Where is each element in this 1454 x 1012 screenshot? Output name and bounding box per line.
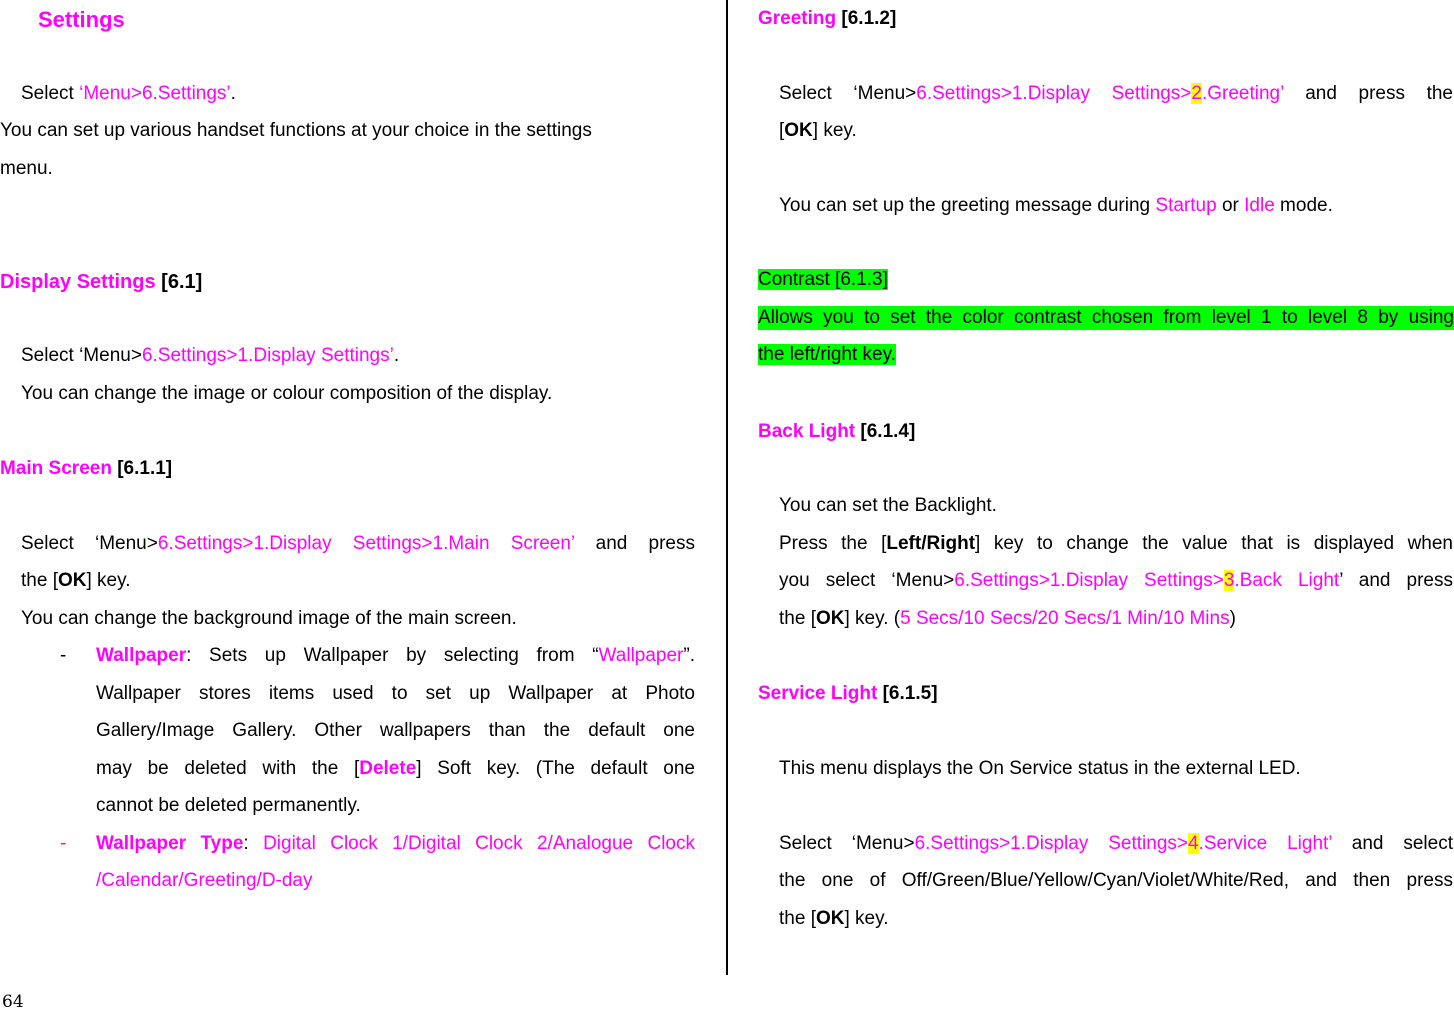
left-right-key: Left/Right — [886, 533, 976, 554]
contrast-line2: the left/right key. — [758, 344, 896, 365]
intro-desc-line2: menu. — [0, 158, 53, 179]
ok-key: OK — [57, 570, 87, 591]
column-divider — [726, 0, 728, 975]
back-light-desc: You can set the Backlight. — [779, 495, 997, 516]
wallpaper-bullet-line2: Wallpaper stores items used to set up Wallpaper at Photo — [96, 683, 695, 704]
ok-key: OK — [815, 608, 845, 629]
wallpaper-bullet-line3: Gallery/Image Gallery. Other wallpapers than the default one — [96, 720, 695, 741]
display-settings-desc: You can change the image or colour composition of the display. — [21, 383, 553, 404]
service-light-desc: This menu displays the On Service status in the external LED. — [779, 758, 1301, 779]
service-light-select-line3: the [OK] key. — [779, 908, 889, 929]
display-settings-select: Select ‘Menu>6.Settings>1.Display Settings’. — [21, 345, 400, 366]
wallpaper-bullet-line5: cannot be deleted permanently. — [96, 795, 361, 816]
wallpaper-type-line1: Wallpaper Type: Digital Clock 1/Digital Clock 2/Analogue Clock — [96, 833, 696, 854]
ok-key: OK — [784, 120, 813, 141]
service-light-select-line1: Select ‘Menu>6.Settings>1.Display Settings>4.Service Light’ and select — [779, 833, 1453, 854]
intro-desc-line1: You can set up various handset functions at your choice in the settings — [0, 120, 592, 141]
main-screen-desc: You can change the background image of the main screen. — [21, 608, 517, 629]
wallpaper-type-line2: /Calendar/Greeting/D-day — [96, 870, 313, 891]
highlight-number: 2 — [1191, 83, 1202, 104]
back-light-select-line: you select ‘Menu>6.Settings>1.Display Settings>3.Back Light’ and press — [779, 570, 1454, 591]
wallpaper-bullet-line4: may be deleted with the [Delete] Soft key. (The default one — [96, 758, 695, 779]
ok-key: OK — [815, 908, 845, 929]
service-light-heading: Service Light [6.1.5] — [758, 683, 938, 704]
greeting-select-line1: Select ‘Menu>6.Settings>1.Display Settings>2.Greeting’ and press the — [779, 83, 1454, 104]
back-light-heading: Back Light [6.1.4] — [758, 421, 916, 442]
intro-select-line: Select ‘Menu>6.Settings’. — [21, 83, 236, 104]
menu-path-link: ‘Menu>6.Settings’ — [79, 83, 231, 104]
greeting-desc: You can set up the greeting message during Startup or Idle mode. — [779, 195, 1333, 216]
highlight-number: 4 — [1187, 833, 1199, 854]
main-screen-select-line1: Select ‘Menu>6.Settings>1.Display Settings>1.Main Screen’ and press — [21, 533, 695, 554]
back-light-options-line: the [OK] key. (5 Secs/10 Secs/20 Secs/1 Min/10 Mins) — [779, 608, 1236, 629]
service-light-select-line2: the one of Off/Green/Blue/Yellow/Cyan/Violet/White/Red, and then press — [779, 870, 1453, 891]
greeting-select-line2: [OK] key. — [779, 120, 857, 141]
bullet-dash: - — [60, 833, 67, 854]
main-screen-heading: Main Screen [6.1.1] — [0, 458, 173, 479]
back-light-press-line: Press the [Left/Right] key to change the value that is displayed when — [779, 533, 1453, 554]
contrast-heading: Contrast [6.1.3] — [758, 269, 888, 290]
contrast-line1: Allows you to set the color contrast chosen from level 1 to level 8 by using — [758, 307, 1454, 328]
page-number: 64 — [2, 992, 24, 1012]
wallpaper-bullet-line1: Wallpaper: Sets up Wallpaper by selecting from “Wallpaper”. — [96, 645, 695, 666]
settings-title: Settings — [38, 7, 125, 32]
display-settings-heading: Display Settings [6.1] — [0, 271, 203, 293]
highlight-number: 3 — [1223, 570, 1235, 591]
bullet-dash: - — [60, 645, 67, 666]
greeting-heading: Greeting [6.1.2] — [758, 8, 897, 29]
main-screen-select-line2: the [OK] key. — [21, 570, 131, 591]
